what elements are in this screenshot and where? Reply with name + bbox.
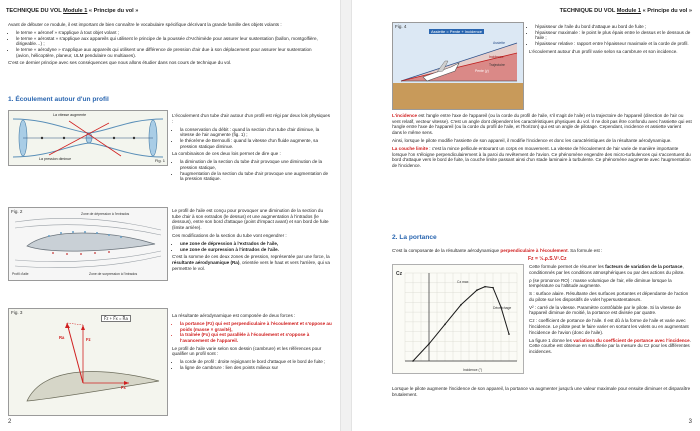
formula-explanation — [529, 264, 691, 357]
note-paragraph: C'est ce dernier principe avec ses conséquences que nous allons étudier dans nos cours de technique du vol. — [8, 60, 232, 66]
fig1-bottom-label: La pression diminue — [39, 157, 72, 161]
cz-point — [412, 360, 414, 362]
list-item: • la ligne de cambrure : lien des points milieux sur — [180, 365, 332, 371]
fig2-list — [172, 241, 332, 252]
fig4-incidence-label: Incidence — [489, 55, 504, 59]
right-page-number: 3 — [688, 419, 692, 425]
fig4-text — [529, 24, 691, 57]
venturi-diagram — [9, 111, 167, 165]
left-page-number: 2 — [8, 419, 12, 425]
lift-formula: Fz = ½.ρ.S.V².Cz — [528, 256, 567, 262]
cz-point — [476, 289, 478, 291]
list-item: • l'épaisseur relative : rapport entre l'épaisseur maximale et la corde de profil. — [535, 41, 691, 47]
list-item: • la conservation du débit : quand la section d'un tube d'air diminue, la vitesse de l'air augmente (fig. 1) ; — [180, 127, 332, 138]
chart-grid — [405, 273, 517, 361]
portance-paragraph: C'est la composante de la résultante aérodynamique perpendiculaire à l'écoulement. Sa formule est : — [392, 248, 603, 253]
figure-cz-chart — [392, 264, 524, 374]
fig3-profile: Le profil de l'aile varie selon son dessin (cambrure) et les références pour qualifier un profil sont : — [172, 345, 322, 357]
fig3-fz-label: Fz — [86, 337, 91, 342]
x-axis-label: Incidence (°) — [463, 368, 483, 372]
list-item: • la traînée (Fx) qui est parallèle à l'écoulement et s'oppose à l'avancement de l'appareil. — [180, 332, 332, 343]
list-item: • l'augmentation de la section du tube d'air provoque une augmentation de la pression statique. — [180, 171, 332, 182]
fig1-summary: La figure 1 donne les variations du coefficient de portance avec l'incidence. Cette courbe est obtenue en soufflerie par la mesure du Cz pour les différentes incidences. — [529, 337, 691, 355]
incidence-block — [392, 113, 692, 171]
intro-block — [8, 22, 326, 68]
fig2-result: C'est la somme de ces deux zones de pression, représentée par une force, la résultante aérodynamique (Ra), orientée vers le haut et vers l'arrière, qui va permettre le vol. — [172, 254, 330, 271]
list-item: • le théorème de Bernoulli : quand la vitesse d'un fluide augmente, sa pression statique diminue. — [180, 138, 332, 149]
cz-point — [484, 286, 486, 288]
list-item: • l'épaisseur maximale : le point le plus épais entre le dessus et le dessous de l'aile ; — [535, 30, 691, 41]
cz-point — [460, 304, 462, 306]
formula-paragraph: Cette formule permet de résumer les facteurs de variation de la portance, conditionnés par les conditions atmosphériques ou par des actions du pilote. — [529, 264, 685, 275]
left-page — [0, 0, 340, 431]
def-rho: ρ (se prononce RO) : masse volumique de l'air, elle diminue lorsque la température ou l'altitude augmente. — [529, 277, 672, 289]
chart-annotation-stall: Décrochage — [493, 306, 512, 310]
list-item: • la diminution de la section du tube d'air provoque une diminution de la pression statique, — [180, 159, 332, 170]
left-page-header: TECHNIQUE DU VOL Module 1 « Principe du vol » — [6, 8, 139, 14]
fig1-paragraph: L'écoulement d'un tube d'air autour d'un profil est régi par deux lois physiques : — [172, 113, 331, 124]
fig4-title: Assiette = Pente + Incidence — [431, 29, 482, 34]
fig3-ra-label: Ra — [59, 335, 65, 340]
definition-list — [8, 30, 326, 59]
fig3-label: Fig. 3 — [11, 310, 23, 315]
limit-paragraph: La couche limite : c'est la mince pellicule entourant un corps en mouvement. La vitesse de l'écoulement de l'air varie de manière importante lorsque l'on s'éloigne perpendiculairement à la paroi du revêtement de l'avion. Ce phénomène engendre des micro-turbulences qui s'accentuent du bord d'attaque vers le bord de fuite, la couche limite passant ainsi d'un stade laminaire à turbulente. Ce phénomène augmente avec l'augmentation de l'incidence. — [392, 145, 691, 168]
y-axis-label: Cz — [396, 271, 403, 277]
fig4-assiette-label: Assiette — [493, 41, 506, 45]
fig2-zone-depression: Zone de dépression à l'extrados — [81, 212, 130, 216]
fig1-combo: La combinaison de ces deux lois permet de dire que : — [172, 151, 281, 157]
portance-intro — [392, 248, 692, 256]
fig4-list — [529, 24, 691, 47]
fig3-list — [172, 321, 332, 344]
list-item: • la portance (Fz) qui est perpendiculaire à l'écoulement et s'oppose au poids (masse × gravité), — [180, 321, 332, 332]
fig4-trajectoire-label: Trajectoire — [489, 63, 505, 67]
airfoil-pressure-diagram — [9, 208, 167, 280]
cz-point — [428, 343, 430, 345]
fig3-formula: F⃗z + F⃗x = R⃗a — [101, 315, 131, 322]
fig3-text — [172, 313, 332, 373]
fig3-profile-list — [172, 359, 332, 370]
list-item: • une zone de surpression à l'intrados de l'aile. — [180, 247, 332, 253]
fig4-label: Fig. 4 — [395, 24, 407, 29]
chart-annotation-czmax: Cz max — [457, 280, 469, 284]
section-title-2: 2. La portance — [392, 234, 437, 241]
list-item: • une zone de dépression à l'extrados de l'aile, — [180, 241, 332, 247]
incidence-paragraph: L'incidence est l'angle entre l'axe de l'appareil (ou la corde du profil de l'aile, s'il s'agit de l'aile) et la trajectoire de l'appareil (direction de l'air ou vent relatif, vecteur vitesse). C'est un angle dont dépendent les caractéristiques physiques du vol. Il ne doit pas être confondu avec l'assiette qui est l'angle entre l'axe de l'appareil (ou la corde du profil de l'aile, et l'horizon) qui est un angle de pilotage. Cependant, incidence et assiette varient dans le même sens. — [392, 113, 692, 136]
fig2-zone-surpression: Zone de surpression à l'intrados — [89, 272, 138, 276]
forces-diagram — [9, 309, 167, 415]
fig2-consequence: Ces modifications de la section du tube vont engendrer : — [172, 233, 287, 238]
fig2-text — [172, 208, 332, 274]
fig3-fx-label: Fx — [121, 385, 126, 390]
fig1-text — [172, 113, 332, 184]
list-item: • la corde de profil : droite rejoignant le bord d'attaque et le bord de fuite ; — [180, 359, 332, 365]
list-item: • le terme « aérostat » s'applique aux appareils qui utilisent le principe de la poussée d'Archimède pour assurer leur sustentation (ballon, montgolfière, dirigeable…) ; — [16, 36, 326, 47]
list-item: • le terme « aérodyne » s'applique aux appareils qui utilisent une différence de pression d'air due à son déplacement pour assurer leur sustentation (avion, hélicoptère, planeur, ULM pendulaire ou multiaxes). — [16, 47, 326, 58]
right-page-header: TECHNIQUE DU VOL Module 1 « Principe du vol » — [559, 8, 692, 14]
cz-point — [444, 324, 446, 326]
right-page — [352, 0, 700, 431]
fig1-list — [172, 127, 332, 150]
cz-point — [492, 287, 494, 289]
def-s: S : surface alaire. Résultante des surfaces portantes et dépendante de l'action du pilote sur les dispositifs de volet hypersustentateurs. — [529, 291, 689, 302]
fig4-side-text: L'écoulement autour d'un profil varie selon sa cambrure et son incidence. — [529, 48, 678, 54]
fig4-pente-label: Pente (γ) — [475, 69, 489, 73]
list-item: • l'épaisseur de l'aile du bord d'attaque au bord de fuite ; — [535, 24, 691, 30]
fig2-label: Fig. 2 — [11, 209, 23, 214]
final-block — [392, 386, 692, 400]
def-v2: V² : carré de la vitesse. Paramètre contrôlable par le pilote. Si la vitesse de l'appareil diminue de moitié, la portance est divisée par quatre. — [529, 304, 681, 316]
section-title-1: 1. Écoulement autour d'un profil — [8, 96, 109, 103]
fig3-paragraph: La résultante aérodynamique est composée de deux forces : — [172, 313, 296, 318]
page-gutter — [340, 0, 352, 431]
final-paragraph: Lorsque le pilote augmente l'incidence de son appareil, la portance va augmenter jusqu'à une valeur maximale pour ensuite diminuer et disparaître brutalement. — [392, 386, 691, 397]
fig2-profile-label: Profil d'aile — [12, 272, 29, 276]
def-cz: Cz : coefficient de portance de l'aile. Il est dû à la forme de l'aile et varie avec l'incidence. Le pilote peut le faire varier en sortant les volets ou en augmentant l'incidence de l'avion (donc de l'aile). — [529, 318, 689, 335]
figure-1-venturi — [8, 110, 168, 166]
fig2-paragraph: Le profil de l'aile est conçu pour provoquer une diminution de la section du tube d'air à son extrados (le dessus) et une augmentation à l'intrados (le dessous), entre son bord d'attaque (point d'impact avant) et son bord de fuite (limite arrière). — [172, 208, 329, 231]
figure-2-airfoil-pressure — [8, 207, 168, 281]
intro-paragraph: Avant de débuter ce module, il est important de bien connaître le vocabulaire spécifique décrivant la grande famille des objets volants : — [8, 22, 282, 27]
fig1-label: Fig. 1 — [154, 158, 165, 163]
figure-4-assiette — [392, 22, 524, 110]
figure-3-forces — [8, 308, 168, 416]
fig1-top-label: La vitesse augmente — [53, 113, 87, 117]
cz-chart — [393, 265, 523, 373]
fig1-combo-list — [172, 159, 332, 182]
pilot-paragraph: Ainsi, lorsque le pilote modifie l'assiette de son appareil, il modifie l'incidence et donc les caractéristiques de la résultante aérodynamique. — [392, 138, 672, 143]
list-item: • le terme « aéronef » s'applique à tout objet volant ; — [16, 30, 326, 36]
cz-point — [508, 333, 510, 335]
